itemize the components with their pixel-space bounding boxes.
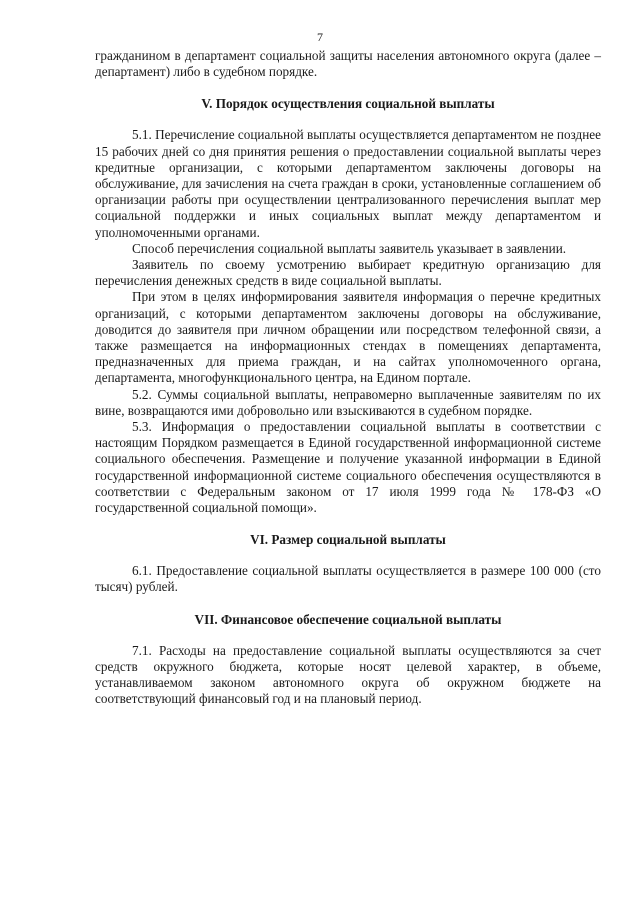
- section-5-paragraph-6: 5.3. Информация о предоставлении социальной выплаты в соответствии с настоящим Порядком размещается в Единой государственной информационной системе социального обеспечения. Размещение и получение указанной информации в Единой государственной информационной системе социального обеспечения осуществляются в соответствии с Федеральным законом от 17 июля 1999 года № 178-ФЗ «О государственной социальной помощи».: [95, 419, 601, 516]
- section-7-heading: VII. Финансовое обеспечение социальной выплаты: [194, 611, 502, 627]
- section-5-paragraph-4: При этом в целях информирования заявителя информация о перечне кредитных организаций, с которыми департаментом заключены договоры на обслуживание, доводится до заявителя при личном обращении или посредством телефонной связи, а также размещается на информационных стендах в помещениях департамента, предназначенных для приема граждан, и на сайтах уполномоченного органа, департамента, многофункционального центра, на Едином портале.: [95, 289, 601, 386]
- page-number: 7: [317, 30, 323, 44]
- section-5-paragraph-5: 5.2. Суммы социальной выплаты, неправомерно выплаченные заявителям по их вине, возвращаются ими добровольно или взыскиваются в судебном порядке.: [95, 386, 601, 418]
- section-5-paragraph-3: Заявитель по своему усмотрению выбирает кредитную организацию для перечисления денежных средств в виде социальной выплаты.: [95, 257, 601, 289]
- section-5-paragraph-1: 5.1. Перечисление социальной выплаты осуществляется департаментом не позднее 15 рабочих дней со дня принятия решения о предоставлении социальной выплаты через кредитные организации, с которыми департаментом заключены договоры на обслуживание, для зачисления на счета граждан в сроки, установленные соглашением об организации работы при осуществлении централизованного перечисления выплат мер социальной поддержки и иных социальных выплат между департаментом и уполномоченными органами.: [95, 127, 601, 240]
- section-5-paragraph-2: Способ перечисления социальной выплаты заявитель указывает в заявлении.: [132, 240, 567, 256]
- section-6-paragraph-1: 6.1. Предоставление социальной выплаты осуществляется в размере 100 000 (сто тысяч) рублей.: [95, 563, 601, 595]
- section-7-paragraph-1: 7.1. Расходы на предоставление социальной выплаты осуществляются за счет средств окружного бюджета, которые носят целевой характер, в объеме, устанавливаемом законом автономного округа об окружном бюджете на соответствующий финансовый год и на плановый период.: [95, 642, 601, 707]
- document-body: [95, 48, 601, 708]
- intro-paragraph: гражданином в департамент социальной защиты населения автономного округа (далее – департамент) либо в судебном порядке.: [95, 48, 601, 80]
- section-5-heading: V. Порядок осуществления социальной выплаты: [201, 96, 495, 112]
- section-6-heading: VI. Размер социальной выплаты: [250, 532, 446, 548]
